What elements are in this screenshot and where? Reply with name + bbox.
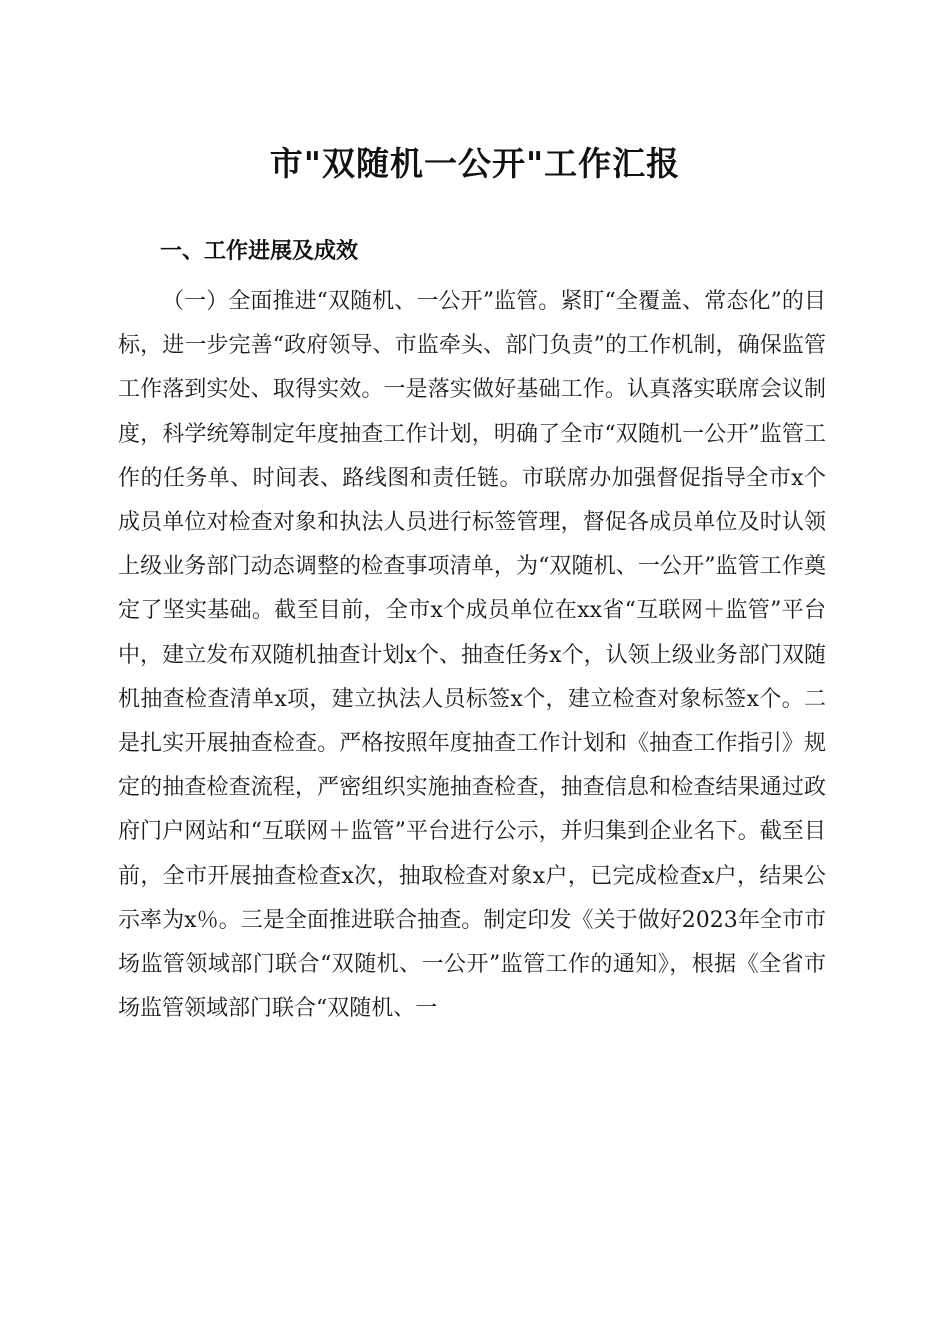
body-paragraph: （一）全面推进“双随机、一公开”监管。紧盯“全覆盖、常态化”的目标，进一步完善“政府领导、市监牵头、部门负责”的工作机制，确保监管工作落到实处、取得实效。一是落实做好基础工作。认真落实联席会议制度，科学统筹制定年度抽查工作计划，明确了全市“双随机一公开”监管工作的任务单、时间表、路线图和责任链。市联席办加强督促指导全市x个成员单位对检查对象和执法人员进行标签管理，督促各成员单位及时认领上级业务部门动态调整的检查事项清单，为“双随机、一公开”监管工作奠定了坚实基础。截至目前，全市x个成员单位在xx省“互联网＋监管”平台中，建立发布双随机抽查计划x个、抽查任务x个，认领上级业务部门双随机抽查检查清单x项，建立执法人员标签x个，建立检查对象标签x个。二是扎实开展抽查检查。严格按照年度抽查工作计划和《抽查工作指引》规定的抽查检查流程，严密组织实施抽查检查，抽查信息和检查结果通过政府门户网站和“互联网＋监管”平台进行公示，并归集到企业名下。截至目前，全市开展抽查检查x次，抽取检查对象x户，已完成检查x户，结果公示率为x％。三是全面推进联合抽查。制定印发《关于做好2023年全市市场监管领域部门联合“双随机、一公开”监管工作的通知》，根据《全省市场监管领域部门联合“双随机、一 (118, 289, 826, 1022)
section-heading: 一、工作进展及成效 (160, 239, 359, 264)
document-title: 市"双随机一公开"工作汇报 (269, 144, 681, 183)
